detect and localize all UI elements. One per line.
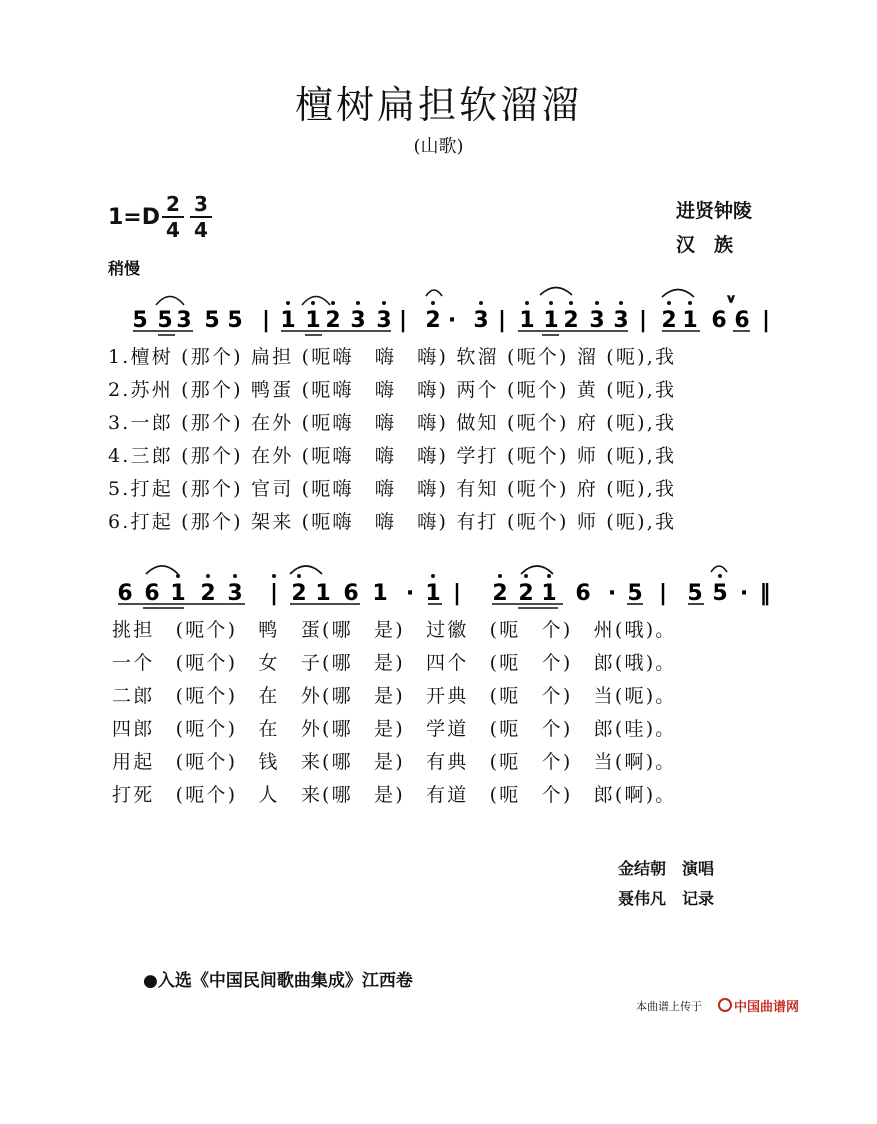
octave-dot-high — [431, 301, 435, 305]
note: 2 — [200, 581, 216, 606]
octave-dot-high — [498, 574, 502, 578]
note: 6 — [117, 581, 133, 606]
octave-dot-high — [311, 301, 315, 305]
barline: | — [269, 581, 279, 606]
barline: | — [398, 308, 408, 333]
note: 1 — [425, 581, 441, 606]
dot-duration: · — [447, 308, 457, 333]
octave-dot-high — [479, 301, 483, 305]
fermata-icon — [711, 566, 727, 572]
note: 2 — [425, 308, 441, 333]
slur — [156, 297, 184, 306]
octave-dot-high — [667, 301, 671, 305]
barline: | — [638, 308, 648, 333]
note: 5 — [204, 308, 220, 333]
time-signature-top: 2 — [166, 192, 180, 216]
octave-dot-high — [547, 574, 551, 578]
note: 5 — [157, 308, 173, 333]
octave-dot-high — [718, 574, 722, 578]
lyric-line: 一个 (呃个) 女 子(哪 是) 四个 (呃 个) 郎(哦)。 — [112, 652, 677, 674]
note: 3 — [227, 581, 243, 606]
octave-dot-high — [297, 574, 301, 578]
note: 6 — [144, 581, 160, 606]
note: 6 — [711, 308, 727, 333]
lyric-line: 用起 (呃个) 钱 来(哪 是) 有典 (呃 个) 当(啊)。 — [112, 751, 677, 773]
time-signature-bottom: 4 — [166, 217, 180, 242]
lyric-line: 4.三郎 (那个) 在外 (呃嗨 嗨 嗨) 学打 (呃个) 师 (呃),我 — [108, 445, 677, 467]
lyric-line: 3.一郎 (那个) 在外 (呃嗨 嗨 嗨) 做知 (呃个) 府 (呃),我 — [108, 412, 677, 434]
octave-dot-high — [233, 574, 237, 578]
octave-dot-high — [688, 301, 692, 305]
tempo-marking: 稍慢 — [108, 259, 141, 278]
site-logo[interactable] — [718, 996, 799, 1015]
octave-dot-high — [524, 574, 528, 578]
page-title: 檀树扁担软溜溜 — [294, 83, 582, 127]
note: 3 — [589, 308, 605, 333]
octave-dot-high — [525, 301, 529, 305]
lyric-line: 1.檀树 (那个) 扁担 (呃嗨 嗨 嗨) 软溜 (呃个) 溜 (呃),我 — [108, 346, 677, 368]
lyric-line: 二郎 (呃个) 在 外(哪 是) 开典 (呃 个) 当(呃)。 — [112, 685, 677, 707]
note: 5 — [712, 581, 728, 606]
barline: | — [761, 308, 771, 333]
octave-dot-high — [331, 301, 335, 305]
fermata-icon — [426, 290, 442, 296]
breath-mark: v — [727, 292, 735, 305]
credit-singer: 金结朝 演唱 — [618, 859, 715, 878]
origin-place: 进贤钟陵 — [676, 200, 753, 222]
note: 2 — [492, 581, 508, 606]
lyric-line: 挑担 (呃个) 鸭 蛋(哪 是) 过徽 (呃 个) 州(哦)。 — [112, 619, 677, 641]
credit-recorder: 聂伟凡 记录 — [618, 889, 715, 908]
note: 5 — [687, 581, 703, 606]
barline: | — [497, 308, 507, 333]
note: 1 — [372, 581, 388, 606]
octave-dot-high — [206, 574, 210, 578]
note: 1 — [305, 308, 321, 333]
collection-note: ●入选《中国民间歌曲集成》江西卷 — [143, 971, 413, 991]
note: 5 — [227, 308, 243, 333]
lyric-line: 6.打起 (那个) 架来 (呃嗨 嗨 嗨) 有打 (呃个) 师 (呃),我 — [108, 511, 677, 533]
note: 6 — [734, 308, 750, 333]
octave-dot-high — [595, 301, 599, 305]
note: 2 — [661, 308, 677, 333]
origin-ethnic: 汉 族 — [676, 234, 734, 256]
octave-dot-high — [286, 301, 290, 305]
note: 1 — [280, 308, 296, 333]
octave-dot-high — [356, 301, 360, 305]
note: 1 — [519, 308, 535, 333]
barline: | — [452, 581, 462, 606]
barline: ‖ — [759, 581, 771, 606]
octave-dot-high — [431, 574, 435, 578]
octave-dot-high — [382, 301, 386, 305]
lyric-line: 2.苏州 (那个) 鸭蛋 (呃嗨 嗨 嗨) 两个 (呃个) 黄 (呃),我 — [108, 379, 677, 401]
note: 5 — [132, 308, 148, 333]
note: 2 — [325, 308, 341, 333]
note: 1 — [170, 581, 186, 606]
slur — [662, 290, 694, 298]
octave-dot-high — [619, 301, 623, 305]
subtitle: (山歌) — [413, 136, 464, 157]
site-name: 中国曲谱网 — [734, 1000, 800, 1015]
time-signature-top: 3 — [194, 192, 208, 216]
lyric-line: 四郎 (呃个) 在 外(哪 是) 学道 (呃 个) 郎(哇)。 — [112, 718, 677, 740]
note: 6 — [575, 581, 591, 606]
upload-note: 本曲谱上传于 — [636, 1000, 702, 1013]
barline: | — [658, 581, 668, 606]
slur — [521, 566, 553, 574]
note: 1 — [543, 308, 559, 333]
site-logo-icon — [718, 998, 732, 1012]
octave-dot-high — [176, 574, 180, 578]
note: 1 — [315, 581, 331, 606]
note: 2 — [518, 581, 534, 606]
dot-duration: · — [405, 581, 415, 606]
octave-dot-high — [569, 301, 573, 305]
time-signature-3-4 — [190, 193, 212, 241]
time-signature-bottom: 4 — [194, 217, 208, 242]
lyric-line: 打死 (呃个) 人 来(哪 是) 有道 (呃 个) 郎(啊)。 — [112, 784, 677, 806]
key-signature: 1=D — [108, 205, 161, 230]
note: 5 — [627, 581, 643, 606]
octave-dot-high — [272, 574, 276, 578]
note: 1 — [541, 581, 557, 606]
slur — [302, 297, 330, 306]
note: 1 — [682, 308, 698, 333]
note: 3 — [613, 308, 629, 333]
lyric-line: 5.打起 (那个) 官司 (呃嗨 嗨 嗨) 有知 (呃个) 府 (呃),我 — [108, 478, 677, 500]
slur — [290, 566, 322, 574]
dot-duration: · — [739, 581, 749, 606]
note: 3 — [473, 308, 489, 333]
note: 3 — [350, 308, 366, 333]
slur — [146, 566, 178, 574]
note: 6 — [343, 581, 359, 606]
note: 3 — [176, 308, 192, 333]
octave-dot-high — [549, 301, 553, 305]
dot-duration: · — [607, 581, 617, 606]
note: 2 — [563, 308, 579, 333]
slur — [540, 288, 572, 296]
note: 2 — [291, 581, 307, 606]
barline: | — [261, 308, 271, 333]
note: 3 — [376, 308, 392, 333]
time-signature-2-4 — [162, 193, 184, 241]
